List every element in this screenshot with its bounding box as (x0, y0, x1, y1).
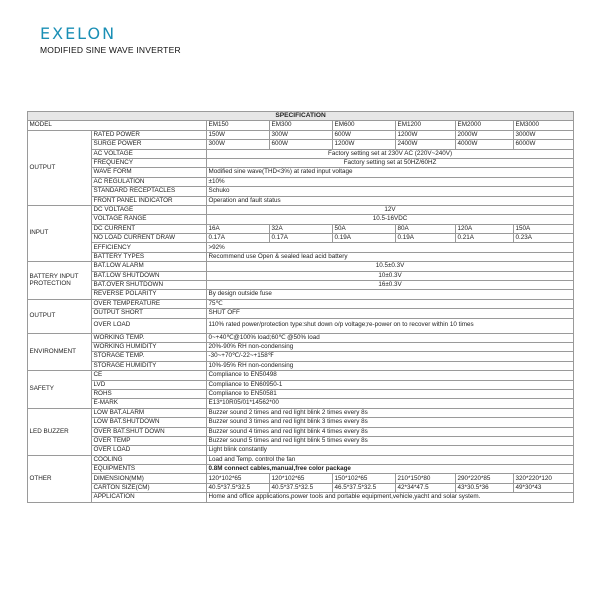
value-cell: 6000W (514, 140, 574, 149)
table-row (28, 205, 574, 214)
value-cell: 290*220*85 (456, 474, 514, 483)
value-cell: 0.8M connect cables,manual,free color package (207, 465, 574, 474)
table-row (28, 271, 574, 280)
table-row (28, 262, 574, 271)
table-row (28, 243, 574, 252)
group-label-line: BATTERY INPUT (29, 273, 79, 281)
row-label: CARTON SIZE(CM) (92, 483, 207, 492)
row-label: MODEL (28, 121, 207, 130)
table-row (28, 371, 574, 380)
table-row (28, 290, 574, 299)
table-row (28, 427, 574, 436)
value-cell: 49*30*43 (514, 483, 574, 492)
value-cell: 50A (333, 224, 396, 233)
group-label: OUTPUT (28, 130, 92, 205)
group-label: OTHER (28, 455, 92, 502)
value-cell: 1200W (333, 140, 396, 149)
value-cell: 300W (270, 130, 333, 139)
value-cell: 0.23A (514, 234, 574, 243)
row-label: STANDARD RECEPTACLES (92, 187, 207, 196)
value-cell: -30~+70℃/-22~+158℉ (207, 352, 574, 361)
row-label: E-MARK (92, 399, 207, 408)
value-cell: 40.5*37.5*32.5 (270, 483, 333, 492)
row-label: OUTPUT SHORT (92, 309, 207, 318)
brand-logo: EXELON (40, 24, 117, 43)
table-row (28, 140, 574, 149)
value-cell: 12V (207, 205, 574, 214)
row-label: VOLTAGE RANGE (92, 215, 207, 224)
value-cell: Schuko (207, 187, 574, 196)
value-cell: 3000W (514, 130, 574, 139)
value-cell: Compliance to EN50498 (207, 371, 574, 380)
table-row (28, 399, 574, 408)
row-label: DC VOLTAGE (92, 205, 207, 214)
group-label: ENVIRONMENT (28, 333, 92, 371)
value-cell: Compliance to EN60950-1 (207, 380, 574, 389)
product-subtitle: MODIFIED SINE WAVE INVERTER (40, 45, 181, 55)
table-row (28, 474, 574, 483)
value-cell: 75℃ (207, 299, 574, 308)
table-row (28, 361, 574, 370)
row-label: CE (92, 371, 207, 380)
row-label: DIMENSION(MM) (92, 474, 207, 483)
row-label: OVER LOAD (92, 318, 207, 333)
value-cell: 210*150*80 (396, 474, 456, 483)
table-row (28, 299, 574, 308)
value-cell: 16A (207, 224, 270, 233)
table-row (28, 318, 574, 333)
row-label: BAT.OVER SHUTDOWN (92, 281, 207, 290)
table-row (28, 389, 574, 398)
value-cell: 600W (333, 130, 396, 139)
row-label: WAVE FORM (92, 168, 207, 177)
table-row (28, 234, 574, 243)
row-label: BATTERY TYPES (92, 252, 207, 261)
group-label: SAFETY (28, 371, 92, 409)
group-label-line: PROTECTION (29, 279, 71, 287)
table-row (28, 465, 574, 474)
value-cell: 4000W (456, 140, 514, 149)
value-cell: E13*10R05/01*14562*00 (207, 399, 574, 408)
value-cell: 2400W (396, 140, 456, 149)
value-cell: >92% (207, 243, 574, 252)
value-cell: 0~+40℃@100% load;60℃ @50% load (207, 333, 574, 342)
table-row (28, 130, 574, 139)
table-title: SPECIFICATION (28, 112, 574, 121)
value-cell: 20%-90% RH non-condensing (207, 342, 574, 351)
row-label: FRONT PANEL INDICATOR (92, 196, 207, 205)
row-label: OVER LOAD (92, 446, 207, 455)
table-row (28, 281, 574, 290)
table-row (28, 196, 574, 205)
value-cell: 0.17A (207, 234, 270, 243)
value-cell: 43*30.5*36 (456, 483, 514, 492)
row-label: STORAGE HUMIDITY (92, 361, 207, 370)
value-cell: 600W (270, 140, 333, 149)
model-cell: EM300 (270, 121, 333, 130)
table-row (28, 252, 574, 261)
group-label (28, 262, 92, 300)
row-label: DC CURRENT (92, 224, 207, 233)
value-cell: By design outside fuse (207, 290, 574, 299)
row-label: WORKING HUMIDITY (92, 342, 207, 351)
table-row (28, 418, 574, 427)
row-label: SURGE POWER (92, 140, 207, 149)
model-cell: EM1200 (396, 121, 456, 130)
row-label: OVER BAT.SHUT DOWN (92, 427, 207, 436)
value-cell: 32A (270, 224, 333, 233)
row-label: APPLICATION (92, 493, 207, 502)
row-label: LOW BAT.SHUTDOWN (92, 418, 207, 427)
value-cell: Load and Temp. control the fan (207, 455, 574, 464)
value-cell: SHUT OFF (207, 309, 574, 318)
row-label: NO LOAD CURRENT DRAW (92, 234, 207, 243)
value-cell: 10.5-16VDC (207, 215, 574, 224)
table-row (28, 380, 574, 389)
table-row (28, 483, 574, 492)
value-cell: 46.5*37.5*32.5 (333, 483, 396, 492)
value-cell: Buzzer sound 4 times and red light blink 4 times every 8s (207, 427, 574, 436)
specification-table (27, 111, 574, 503)
model-cell: EM600 (333, 121, 396, 130)
value-cell: 2000W (456, 130, 514, 139)
table-row (28, 149, 574, 158)
value-cell: 10.5±0.3V (207, 262, 574, 271)
row-label: EFFICIENCY (92, 243, 207, 252)
row-label: ROHS (92, 389, 207, 398)
table-row (28, 215, 574, 224)
table-row (28, 187, 574, 196)
table-row (28, 352, 574, 361)
row-label: RATED POWER (92, 130, 207, 139)
row-label: STORAGE TEMP. (92, 352, 207, 361)
table-row (28, 158, 574, 167)
value-cell: 110% rated power/protection type:shut down o/p voltage;re-power on to recover within 10 times (207, 318, 574, 333)
value-cell: 120*102*65 (270, 474, 333, 483)
row-label: EQUIPMENTS (92, 465, 207, 474)
value-cell: ±10% (207, 177, 574, 186)
row-label: COOLING (92, 455, 207, 464)
row-label: WORKING TEMP. (92, 333, 207, 342)
value-cell: Buzzer sound 3 times and red light blink 3 times every 8s (207, 418, 574, 427)
group-label: LED BUZZER (28, 408, 92, 455)
table-row (28, 342, 574, 351)
row-label: REVERSE POLARITY (92, 290, 207, 299)
value-cell: 120A (456, 224, 514, 233)
table-row (28, 177, 574, 186)
value-cell: 10±0.3V (207, 271, 574, 280)
table-row (28, 333, 574, 342)
value-cell: Factory setting set at 50HZ/60HZ (207, 158, 574, 167)
row-label: OVER TEMP (92, 436, 207, 445)
value-cell: 40.5*37.5*32.5 (207, 483, 270, 492)
table-row (28, 112, 574, 121)
row-label: AC VOLTAGE (92, 149, 207, 158)
value-cell: 80A (396, 224, 456, 233)
value-cell: 300W (207, 140, 270, 149)
table-row (28, 436, 574, 445)
value-cell: 150W (207, 130, 270, 139)
value-cell: 0.21A (456, 234, 514, 243)
value-cell: Recommend use Open & sealed lead acid battery (207, 252, 574, 261)
table-row (28, 224, 574, 233)
model-cell: EM150 (207, 121, 270, 130)
row-label: BAT.LOW SHUTDOWN (92, 271, 207, 280)
table-row (28, 121, 574, 130)
value-cell: 0.19A (333, 234, 396, 243)
value-cell: Compliance to EN50581 (207, 389, 574, 398)
table-row (28, 493, 574, 502)
value-cell: 150A (514, 224, 574, 233)
value-cell: 120*102*65 (207, 474, 270, 483)
table-row (28, 168, 574, 177)
row-label: OVER TEMPERATURE (92, 299, 207, 308)
value-cell: 1200W (396, 130, 456, 139)
value-cell: Operation and fault status (207, 196, 574, 205)
value-cell: Factory setting set at 230V AC (220V~240V) (207, 149, 574, 158)
row-label: LVD (92, 380, 207, 389)
value-cell: Buzzer sound 2 times and red light blink 2 times every 8s (207, 408, 574, 417)
table-row (28, 408, 574, 417)
value-cell: 0.19A (396, 234, 456, 243)
value-cell: Modified sine wave(THD<3%) at rated input voltage (207, 168, 574, 177)
group-label: OUTPUT (28, 299, 92, 333)
value-cell: 320*220*120 (514, 474, 574, 483)
value-cell: 10%-95% RH non-condensing (207, 361, 574, 370)
value-cell: 150*102*65 (333, 474, 396, 483)
table-row (28, 446, 574, 455)
table-row (28, 455, 574, 464)
row-label: LOW BAT.ALARM (92, 408, 207, 417)
value-cell: 42*34*47.5 (396, 483, 456, 492)
table-row (28, 309, 574, 318)
model-cell: EM2000 (456, 121, 514, 130)
value-cell: Home and office applications,power tools and portable equipment,vehicle,yacht and solar system. (207, 493, 574, 502)
value-cell: 0.17A (270, 234, 333, 243)
value-cell: 16±0.3V (207, 281, 574, 290)
row-label: FREQUENCY (92, 158, 207, 167)
model-cell: EM3000 (514, 121, 574, 130)
row-label: AC REGULATION (92, 177, 207, 186)
group-label: INPUT (28, 205, 92, 261)
brand-header (40, 24, 181, 55)
value-cell: Buzzer sound 5 times and red light blink 5 times every 8s (207, 436, 574, 445)
row-label: BAT.LOW ALARM (92, 262, 207, 271)
value-cell: Light blink constantly (207, 446, 574, 455)
